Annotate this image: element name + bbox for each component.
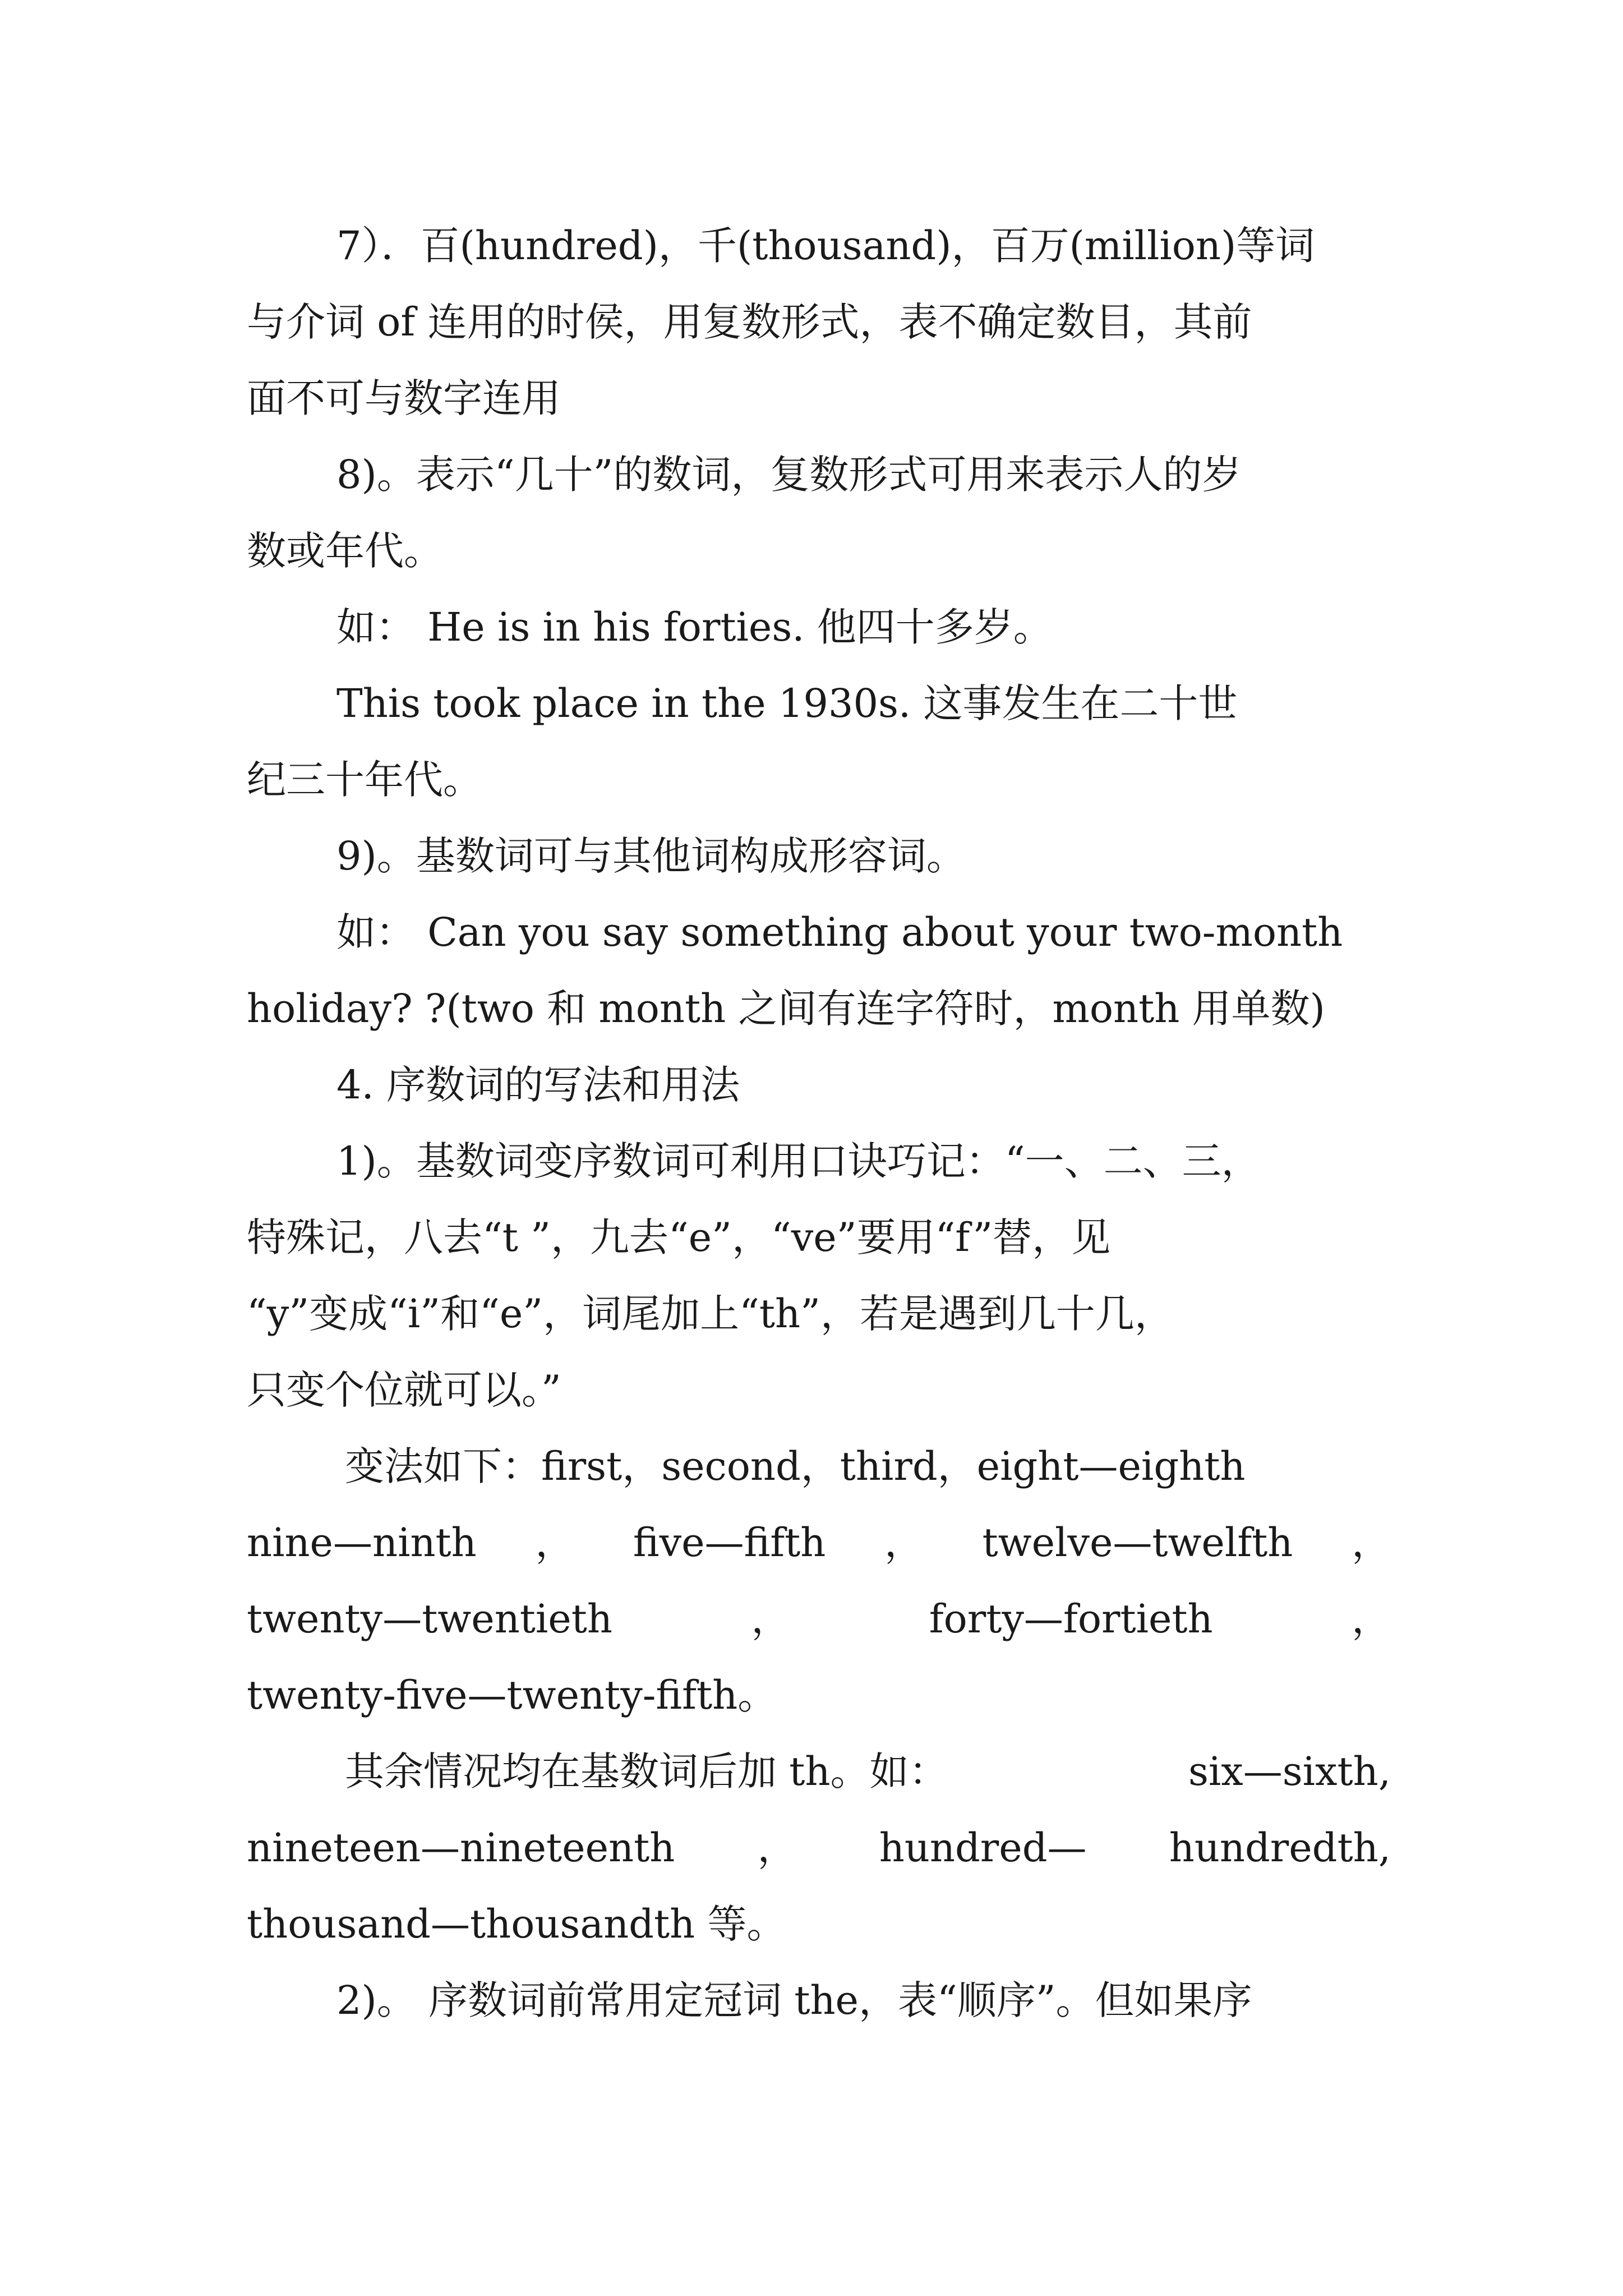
section-4-heading: 4. 序数词的写法和用法 (336, 1062, 740, 1108)
bianfa-word: five—fifth (633, 1520, 826, 1566)
paragraph-8-line-1: 8)。表示“几十”的数词，复数形式可用来表示人的岁 (336, 452, 1242, 498)
bianfa-comma: ， (535, 1520, 575, 1566)
rule-1-line-2: 特殊记，八去“t ”，九去“e”，“ve”要用“f”替，见 (247, 1214, 1111, 1260)
example-two-month-line-1: 如： Can you say something about your two-month (336, 909, 1343, 955)
bianfa-word: twenty—twentieth (247, 1596, 612, 1642)
example-1930s-line-2: 纪三十年代。 (247, 757, 482, 803)
example-two-month-line-2: holiday? ?(two 和 month 之间有连字符时，month 用单数) (247, 986, 1325, 1032)
qiyu-line-3: thousand—thousandth 等。 (247, 1901, 786, 1947)
qiyu-line-1 (247, 1733, 1391, 1810)
paragraph-7-line-2: 与介词 of 连用的时侯，用复数形式，表不确定数目，其前 (247, 299, 1252, 345)
qiyu-word: six—sixth, (1188, 1749, 1391, 1795)
bianfa-comma: ， (1351, 1520, 1391, 1566)
paragraph-7-line-1: 7）．百(hundred)，千(thousand)，百万(million)等词 (336, 223, 1315, 269)
rule-1-line-4: 只变个位就可以。” (247, 1367, 561, 1413)
rule-2-line-1: 2)。 序数词前常用定冠词 the，表“顺序”。但如果序 (336, 1977, 1252, 2023)
rule-1-line-1: 1)。基数词变序数词可利用口诀巧记：“一、二、三， (336, 1138, 1261, 1184)
qiyu-word: hundredth, (1169, 1825, 1391, 1871)
bianfa-line-1: 变法如下：first，second，third，eight—eighth (345, 1443, 1246, 1489)
bianfa-word: nine—ninth (247, 1520, 477, 1566)
bianfa-comma: ， (1351, 1596, 1391, 1642)
example-1930s-line-1: This took place in the 1930s. 这事发生在二十世 (336, 680, 1238, 726)
bianfa-line-2 (247, 1504, 1391, 1581)
qiyu-comma: ， (757, 1825, 797, 1871)
bianfa-comma: ， (884, 1520, 924, 1566)
paragraph-8-line-2: 数或年代。 (247, 528, 443, 574)
bianfa-word: twelve—twelfth (982, 1520, 1293, 1566)
rule-1-line-3: “y”变成“i”和“e”，词尾加上“th”，若是遇到几十几， (247, 1291, 1174, 1337)
qiyu-line-2 (247, 1810, 1391, 1886)
qiyu-word: nineteen—nineteenth (247, 1825, 675, 1871)
paragraph-9: 9)。基数词可与其他词构成形容词。 (336, 833, 966, 879)
bianfa-line-4: twenty-five—twenty-fifth。 (247, 1672, 777, 1718)
bianfa-line-3 (247, 1581, 1391, 1657)
example-forties: 如： He is in his forties. 他四十多岁。 (336, 604, 1053, 650)
document-body (247, 208, 1391, 2039)
qiyu-text: 其余情况均在基数词后加 th。如： (345, 1749, 948, 1795)
bianfa-word: forty—fortieth (929, 1596, 1213, 1642)
paragraph-7-line-3: 面不可与数字连用 (247, 375, 561, 421)
bianfa-comma: ， (751, 1596, 791, 1642)
qiyu-word: hundred— (879, 1825, 1087, 1871)
